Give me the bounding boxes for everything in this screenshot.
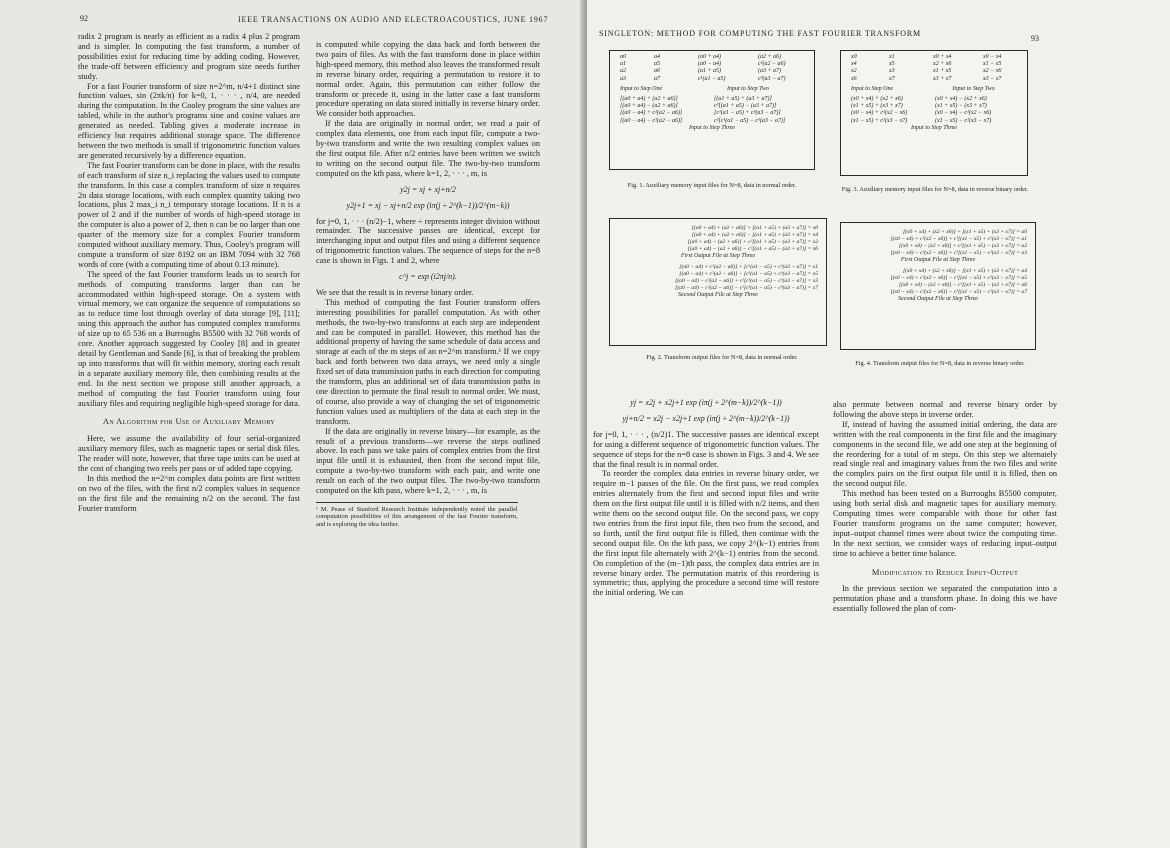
- equation-line: [(a0 − a4) − c²(a2 − a6)] + c²[c¹(a1 − a5) − c³(a3 − a7)] = x3: [675, 278, 818, 285]
- paragraph: If, instead of having the assumed initial ordering, the data are written with the real components in the first file and the imaginary components in the second file, we add one step at the beginning of the reordering for a total of m steps. On this step we alternately read single real and imaginary values from the two files and write the complex pairs on the first output file until it is filled, then on the second output file.: [833, 419, 1057, 489]
- cell: c²[(a1 + a5) − (a3 + a7)]: [714, 103, 777, 110]
- paragraph: We see that the result is in reverse binary order.: [316, 287, 474, 297]
- cell: (a0 − a4): [698, 61, 722, 68]
- figure-1-box: [609, 50, 815, 170]
- paragraph: is computed while copying the data back and forth between the two pairs of files. As with the fast transform done in place within high-speed memory, this method also leaves the transformed result in reverse binary order, requiring a permutation to restore it to normal order. Again, this permutation can either follow the transform or precede it, using in the latter case a fast transform procedure operating on data stored initially in reverse binary order. We consider both approaches.: [316, 40, 540, 119]
- figure-3-caption: Fig. 3. Auxiliary memory input files for N=8, data in reverse binary order.: [841, 186, 1029, 193]
- cell: x1 − x5: [983, 61, 1002, 68]
- paragraph: for j=0, 1, · · · , (n/2)1. The successive passes are identical except for using a different sequence of trigonometric function values. The sequence of steps for the n=8 case is shown in Figs. 3 and 4. We see that the final result is in normal order.: [593, 429, 819, 469]
- cell: (a2 + a6): [758, 54, 782, 60]
- section-heading: An Algorithm for Use of Auxiliary Memory: [102, 416, 276, 427]
- section-heading: Modification to Reduce Input-Output: [871, 566, 1019, 577]
- paragraph: Here, we assume the availability of four serial-organized auxiliary memory files, such as magnetic tapes or serial disk files. The reader will note, however, that three tape units can be used at the cost of changing two reels per pass or of added tape copying.: [78, 434, 300, 474]
- cell: a6: [654, 68, 660, 75]
- cell: (x0 + x4) − (x2 + x6): [935, 96, 987, 103]
- cell: c²[c¹(a1 − a5) − c³(a3 − a7)]: [714, 117, 786, 124]
- cell: (a0 + a4): [698, 54, 722, 60]
- cell: c²(a2 − a6): [758, 61, 786, 68]
- file-label: First Output File at Step Three: [900, 257, 976, 263]
- equation-line: [(a0 − a4) + c²(a2 − a6)] − [c¹(a1 − a5) + c³(a3 − a7)] = x5: [679, 271, 818, 278]
- equation-line: [(a0 + a4) − (a2 + a6)] + c²[(a1 + a5) − (a3 + a7)] = x2: [687, 239, 818, 245]
- equation-line: [(x0 + x4) + (x2 + x6)] − [(x1 + x5) + (x3 + x7)] = a4: [902, 268, 1027, 275]
- cell: a4: [654, 54, 660, 60]
- paragraph: In this method the n=2^m complex data points are first written on two of the files, with the first n/2 complex values in sequence on the first file and the remaining n/2 on the second. The fast Fourier transform: [78, 473, 300, 513]
- cell: a3: [620, 75, 626, 82]
- cell: (x0 − x4) + c²(x2 − x6): [851, 110, 908, 117]
- cell: x3 − x7: [983, 75, 1002, 82]
- equation-line: [(x0 + x4) + (x2 + x6)] + [(x1 + x5) + (x3 + x7)] = a0: [902, 229, 1027, 235]
- cell: a7: [654, 75, 660, 82]
- equation-line: [(x0 − x4) − c²(x2 − x6)] + c³[(x1 − x5) − c²(x3 − x7)] = a3: [890, 250, 1027, 256]
- cell: x2: [851, 68, 857, 75]
- cell: x2 + x6: [933, 61, 952, 68]
- cell: [(a1 + a5) + (a3 + a7)]: [714, 96, 772, 103]
- right-column-1: [593, 392, 819, 598]
- right-page: [587, 0, 1170, 848]
- page-number: 93: [1031, 34, 1039, 43]
- figure-3-box: [840, 50, 1028, 176]
- cell: [(a0 − a4) + c²(a2 − a6)]: [620, 110, 683, 117]
- cell: c³(a3 − a7): [758, 75, 786, 82]
- figure-3-labels: [841, 86, 1027, 93]
- paragraph: also permute between normal and reverse binary order by following the above steps in inverse order.: [833, 400, 1057, 419]
- equation-line: [(a0 + a4) − (a2 + a6)] − c²[(a1 + a5) − (a3 + a7)] = x6: [687, 246, 818, 252]
- paragraph: For a fast Fourier transform of size n=2^m, n/4+1 distinct sine function values, sin (2πk/n) for k=0, 1, · · · , n/4, are needed during the computation. In the Cooley program the sine values are tabled, while in the author's programs sine and cosine values are generated as needed. Tabling gives a moderate increase in efficiency but requires additional storage space. The difference between the two methods is small if trigonometric function values are generated recursively by a difference equation.: [78, 81, 300, 160]
- cell: c¹(a1 − a5): [698, 75, 726, 82]
- cell: a2: [620, 68, 626, 75]
- figure-1-labels: [610, 86, 814, 93]
- cell: (x1 − x5) − c²(x3 − x7): [935, 117, 992, 124]
- figure-3-step3: [841, 93, 1027, 125]
- figure-1-grid: [610, 51, 814, 86]
- paragraph: This method of computing the fast Fourier transform offers interesting possibilities for parallel computation. As with other methods, the two-by-two transforms at each step are independent and can be computed in parallel. However, this method has the additional property of having the same schedule of data access and storage at each of the m steps of an n=2^m transform.¹ If we copy back and forth between two data arrays, we need only a single fixed set of data transmission paths in each direction for computing the transform, plus an additional set of data transmission paths in one direction to permute the final result to normal order. We must, of course, also provide a way of changing the set of trigonometric function values used as multipliers of the data at each step in the transform.: [316, 297, 540, 426]
- left-column-1: [78, 32, 300, 514]
- cell: (a3 + a7): [758, 68, 782, 75]
- equation: y2j+1 = xj − xj+n/2 exp (iπ(j ÷ 2^(k−1))/2^(m−k)): [346, 200, 510, 210]
- paragraph: The speed of the fast Fourier transform leads us to search for methods of computing transforms larger than can be accommodated within high-speed storage. On a system with virtual memory, we can organize the sequence of computations so as to reduce time lost through overlay of data storage [9], [11]; using this approach the author has computed complex transforms of size up to 65 536 on a Burroughs B5500 with 32 768 words of core. Another approach suggested by Cooley [8] and in greater detail by Gentleman and Sande [6], is that of breaking the problem up into transforms that will fit within memory, storing each result in a separate auxiliary memory file, then combining results at the end. In the next section we propose still another approach, a method of computing the fast Fourier transform using four auxiliary files and requiring negligible high-speed storage for data.: [78, 269, 300, 408]
- file-label: Second Output File at Step Three: [898, 296, 978, 303]
- paragraph: The fast Fourier transform can be done in place, with the results of each transform of size n_i replacing the values used to compute the transform. In this case a complex transform of size n requires 2n data storage locations, with each complex quantity taking two locations, plus 2 max_i n_i temporary storage locations. If n is a power of 2 and if the number of words of high-speed storage in the computer is also a power of 2, then n can be no larger than one quarter of the memory size for a complex Fourier transform computed without auxiliary memory. Thus, Cooley's program will compute a transform of size 8192 on an IBM 7094 with 32 768 words of core (with a computing time of about 0.13 minute).: [78, 160, 300, 269]
- cell: x5: [889, 61, 895, 68]
- equation-line: [(x0 − x4) + c²(x2 − x6)] + c¹[(x1 − x5) + c²(x3 − x7)] = a1: [890, 236, 1027, 242]
- equation-line: [(x0 + x4) − (x2 + x6)] + c²[(x1 + x5) − (x3 + x7)] = a2: [898, 243, 1027, 249]
- cell: (a1 + a5): [698, 68, 722, 75]
- right-column-2: [833, 400, 1057, 614]
- cell: (x1 + x5) + (x3 + x7): [851, 103, 903, 110]
- cell: [c¹(a1 − a5) + c³(a3 − a7)]: [714, 110, 781, 117]
- equation-line: [(a0 − a4) + c²(a2 − a6)] + [c¹(a1 − a5) + c³(a3 − a7)] = x1: [679, 264, 818, 271]
- step-label: Input to Step Two: [952, 85, 995, 92]
- figure-1-step3: [610, 93, 814, 125]
- cell: x3 + x7: [933, 75, 952, 82]
- running-head: IEEE TRANSACTIONS ON AUDIO AND ELECTROACOUSTICS, JUNE 1967: [238, 15, 549, 24]
- equation: yj+n/2 = x2j − x2j+1 exp (iπ(j ÷ 2^(m−k))/2^(k−1)): [622, 413, 790, 423]
- cell: (x1 + x5) − (x3 + x7): [935, 103, 987, 110]
- paragraph: In the previous section we separated the computation into a permutation phase and a transform phase. In doing this we have essentially followed the plan of com-: [833, 584, 1057, 614]
- cell: x6: [851, 75, 857, 82]
- cell: a5: [654, 61, 660, 68]
- equation-line: [(a0 + a4) + (a2 + a6)] − [(a1 + a5) + (a3 + a7)] = x4: [691, 232, 818, 238]
- step-label: Input to Step Three: [689, 124, 735, 131]
- page-number: 92: [80, 14, 88, 23]
- paragraph: If the data are originally in normal order, we read a pair of complex data elements, one from each input file, compute a two-by-two transform and write the two resulting complex values on the first output file. After n/2 entries have been written we switch to writing on the second output file. The two-by-two transform computed on the kth pass, where k=1, 2, · · · , m, is: [316, 119, 540, 178]
- figure-2-caption: Fig. 2. Transform output files for N=8, data in normal order.: [646, 354, 798, 361]
- equation: y2j = xj + xj+n/2: [400, 184, 456, 194]
- cell: (x0 − x4) − c²(x2 − x6): [935, 110, 992, 117]
- equation-line: [(x0 − x4) + c²(x2 − x6)] − c¹[(x1 − x5) + c²(x3 − x7)] = a5: [890, 275, 1027, 282]
- cell: x0: [851, 54, 857, 60]
- figure-2-box: [609, 218, 827, 346]
- equation-line: [(a0 − a4) − c²(a2 − a6)] − c²[c¹(a1 − a5) − c³(a3 − a7)] = x7: [675, 285, 818, 292]
- figure-3-grid: [841, 51, 1027, 86]
- cell: [(a0 + a4) + (a2 + a6)]: [620, 96, 678, 103]
- cell: x0 + x4: [933, 54, 952, 60]
- cell: x0 − x4: [983, 54, 1002, 60]
- figure-4-caption: Fig. 4. Transform output files for N=8, data in reverse binary order.: [855, 360, 1025, 367]
- equation-line: [(x0 + x4) − (x2 + x6)] − c²[(x1 + x5) − (x3 + x7)] = a6: [898, 282, 1027, 289]
- cell: a0: [620, 54, 626, 60]
- cell: (x1 − x5) + c²(x3 − x7): [851, 117, 908, 124]
- paragraph: for j=0, 1, · · · (n/2)−1, where ÷ represents integer division without remainder. The successive passes are identical, except for interchanging input and output files and using a different sequence of trigonometric function values. The sequence of steps for the n=8 case is shown in Figs. 1 and 2, where: [316, 216, 540, 266]
- file-label: Second Output File at Step Three: [678, 292, 758, 299]
- paragraph: This method has been tested on a Burroughs B5500 computer, using both serial disk and magnetic tapes for auxiliary memory. Computing times were comparable with those for other fast Fourier transform programs on the same computer; however, input–output channel times were about twice the computing time. In the next section, we consider ways of reducing input–output time to achieve a better time balance.: [833, 489, 1057, 558]
- equation-line: [(a0 + a4) + (a2 + a6)] + [(a1 + a5) + (a3 + a7)] = x0: [691, 225, 818, 231]
- running-head: SINGLETON: METHOD FOR COMPUTING THE FAST FOURIER TRANSFORM: [599, 29, 921, 38]
- step-label: Input to Step One: [620, 85, 663, 92]
- cell: [(a0 + a4) − (a2 + a6)]: [620, 103, 678, 110]
- figure-1-caption: Fig. 1. Auxiliary memory input files for N=8, data in normal order.: [627, 182, 797, 189]
- figure-4-box: [840, 222, 1036, 350]
- file-label: First Output File at Step Three: [680, 253, 756, 259]
- cell: x1: [889, 54, 895, 60]
- paragraph: radix 2 program is nearly as efficient as a radix 4 plus 2 program and is simpler. In computing the fast transform, a number of possibilities exist for reducing time by adding coding. However, the trade-off between efficiency and program size needs further study.: [78, 32, 300, 81]
- equation-line: [(x0 − x4) − c²(x2 − x6)] − c³[(x1 − x5) − c²(x3 − x7)] = a7: [890, 289, 1027, 296]
- cell: (x0 + x4) + (x2 + x6): [851, 96, 903, 103]
- cell: x1 + x5: [933, 68, 952, 75]
- step-label: Input to Step One: [851, 85, 894, 92]
- footnote: ¹ M. Pease of Stanford Research Institute independently noted the parallel computation possibilities of this arrangement of the fast Fourier transform, and is exploring the idea further.: [316, 502, 518, 528]
- cell: x3: [889, 68, 895, 75]
- paragraph: If the data are originally in reverse binary—for example, as the result of a previous transform—we reverse the steps outlined above. In each pass we take pairs of complex entries from the first input file until it is exhausted, then from the second input file, compute a two-by-two transform with each pair, and write one result on each of the two output files. The two-by-two transform computed on the kth pass, where k=1, 2, · · · , m, is: [316, 426, 540, 496]
- cell: x7: [889, 75, 895, 82]
- cell: x4: [851, 61, 857, 68]
- step-label: Input to Step Two: [726, 85, 770, 92]
- step-label: Input to Step Three: [911, 124, 957, 131]
- equation: c^j = exp (i2πj/n).: [399, 272, 457, 282]
- cell: x2 − x6: [983, 68, 1002, 75]
- paragraph: To reorder the complex data entries in reverse binary order, we require m−1 passes of the file. On the first pass, we read complex entries alternately from the first and second input files and write them on the first output file until it is filled with n/2 items, and then write them on the second output file. On the second pass, we copy two entries from the first input file, then two from the second, and so forth, until the first output file is filled, then continue with the second output file. On the kth pass, we copy 2^(k−1) entries from the first input file alternately with 2^(k−1) entries from the second. On completion of the (m−1)th pass, the complex data entries are in reverse binary order. The permutation matrix of this reordering is symmetric; thus, applying the procedure a second time will restore the initial ordering. We can: [593, 469, 819, 598]
- cell: [(a0 − a4) − c²(a2 − a6)]: [620, 117, 683, 124]
- left-column-2: [316, 40, 540, 528]
- equation: yj = x2j + x2j+1 exp (iπ(j ÷ 2^(m−k))/2^(k−1)): [630, 398, 782, 407]
- cell: a1: [620, 61, 626, 68]
